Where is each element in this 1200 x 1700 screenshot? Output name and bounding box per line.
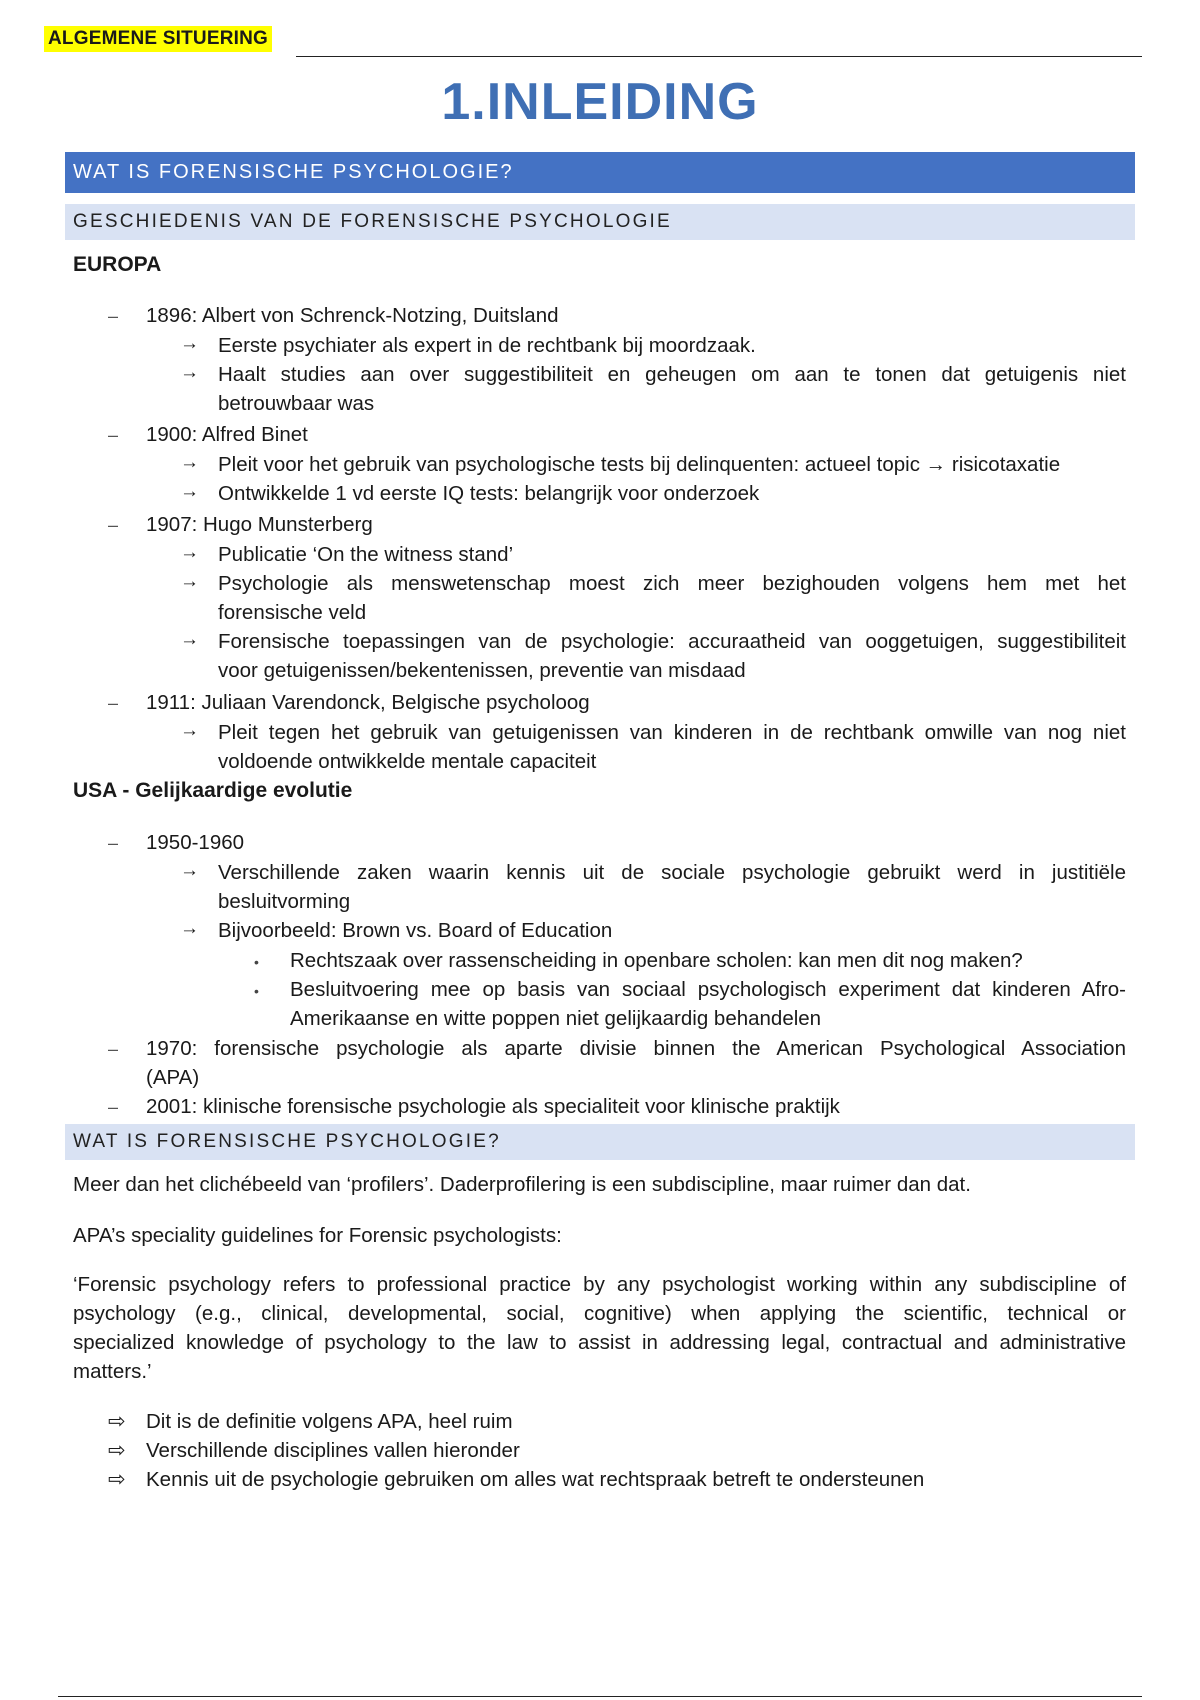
list-item: Pleit voor het gebruik van psychologische tests bij delinquenten: actueel topic → risicotaxatie xyxy=(218,453,1061,476)
bottom-rule xyxy=(58,1696,1142,1697)
top-rule xyxy=(296,56,1142,57)
arrow-icon: → xyxy=(180,481,199,502)
list-item: Besluitvoering mee op basis van sociaal psychologisch experiment dat kinderen Afro- xyxy=(290,978,1126,1001)
list-item-continued: voldoende ontwikkelde mentale capaciteit xyxy=(218,750,597,773)
list-item: Publicatie ‘On the witness stand’ xyxy=(218,543,514,566)
list-item: Psychologie als menswetenschap moest zich meer bezighouden volgens hem met het xyxy=(218,572,1126,595)
list-item: Verschillende zaken waarin kennis uit de sociale psychologie gebruikt werd in justitiële xyxy=(218,861,1126,884)
dash-icon: – xyxy=(108,306,119,326)
list-item-continued: (APA) xyxy=(146,1066,200,1089)
subheading-usa: USA - Gelijkaardige evolutie xyxy=(73,779,353,802)
conclusion-item: Dit is de definitie volgens APA, heel ruim xyxy=(146,1410,513,1433)
bullet-icon: • xyxy=(254,954,259,970)
arrow-icon: → xyxy=(180,918,199,939)
list-item: 1950-1960 xyxy=(146,831,245,854)
list-item: Pleit tegen het gebruik van getuigenissen van kinderen in de rechtbank omwille van nog niet xyxy=(218,721,1126,744)
quote-line: ‘Forensic psychology refers to professional practice by any psychologist working within any subdiscipline of xyxy=(73,1273,1126,1296)
arrow-icon: → xyxy=(180,362,199,383)
dash-icon: – xyxy=(108,515,119,535)
list-item: Ontwikkelde 1 vd eerste IQ tests: belangrijk voor onderzoek xyxy=(218,482,760,505)
list-item-continued: forensische veld xyxy=(218,601,367,624)
list-item-continued: betrouwbaar was xyxy=(218,392,375,415)
list-item: 1900: Alfred Binet xyxy=(146,423,308,446)
list-item: Bijvoorbeeld: Brown vs. Board of Education xyxy=(218,919,613,942)
arrow-icon: → xyxy=(180,629,199,650)
subheading-europa: EUROPA xyxy=(73,253,162,276)
heading-history: GESCHIEDENIS VAN DE FORENSISCHE PSYCHOLOGIE xyxy=(65,204,1135,240)
list-item: Forensische toepassingen van de psychologie: accuraatheid van ooggetuigen, suggestibiliteit xyxy=(218,630,1126,653)
list-item: 2001: klinische forensische psychologie als specialiteit voor klinische praktijk xyxy=(146,1095,840,1118)
list-item: Haalt studies aan over suggestibiliteit en geheugen om aan te tonen dat getuigenis niet xyxy=(218,363,1126,386)
heading-1: WAT IS FORENSISCHE PSYCHOLOGIE? xyxy=(65,152,1135,193)
dash-icon: – xyxy=(108,1097,119,1117)
list-item-continued: besluitvorming xyxy=(218,890,351,913)
arrow-icon: → xyxy=(180,333,199,354)
dash-icon: – xyxy=(108,833,119,853)
paragraph: APA’s speciality guidelines for Forensic psychologists: xyxy=(73,1224,562,1247)
page-title: 1.INLEIDING xyxy=(441,73,759,131)
conclusion-item: Kennis uit de psychologie gebruiken om alles wat rechtspraak betreft te ondersteunen xyxy=(146,1468,925,1491)
conclusion-item: Verschillende disciplines vallen hieronder xyxy=(146,1439,520,1462)
section-tag: ALGEMENE SITUERING xyxy=(44,26,272,52)
arrow-icon: → xyxy=(180,452,199,473)
list-item: Rechtszaak over rassenscheiding in openbare scholen: kan men dit nog maken? xyxy=(290,949,1023,972)
list-item: 1896: Albert von Schrenck-Notzing, Duitsland xyxy=(146,304,559,327)
double-arrow-icon: ⇨ xyxy=(108,1439,126,1462)
bullet-icon: • xyxy=(254,983,259,999)
dash-icon: – xyxy=(108,693,119,713)
arrow-icon: → xyxy=(180,542,199,563)
dash-icon: – xyxy=(108,425,119,445)
dash-icon: – xyxy=(108,1039,119,1059)
quote-line: matters.’ xyxy=(73,1360,152,1383)
double-arrow-icon: ⇨ xyxy=(108,1468,126,1491)
paragraph: Meer dan het clichébeeld van ‘profilers’. Daderprofilering is een subdiscipline, maar ruimer dan dat. xyxy=(73,1173,971,1196)
arrow-icon: → xyxy=(180,720,199,741)
arrow-icon: → xyxy=(180,571,199,592)
quote-line: psychology (e.g., clinical, developmental, social, cognitive) when applying the scientific, technical or xyxy=(73,1302,1126,1325)
list-item: Eerste psychiater als expert in de rechtbank bij moordzaak. xyxy=(218,334,756,357)
list-item-continued: voor getuigenissen/bekentenissen, preventie van misdaad xyxy=(218,659,746,682)
double-arrow-icon: ⇨ xyxy=(108,1410,126,1433)
heading-what-is: WAT IS FORENSISCHE PSYCHOLOGIE? xyxy=(65,1124,1135,1160)
list-item: 1970: forensische psychologie als aparte divisie binnen the American Psychological Association xyxy=(146,1037,1126,1060)
list-item-continued: Amerikaanse en witte poppen niet gelijkaardig behandelen xyxy=(290,1007,822,1030)
list-item: 1907: Hugo Munsterberg xyxy=(146,513,373,536)
arrow-icon: → xyxy=(180,860,199,881)
list-item: 1911: Juliaan Varendonck, Belgische psycholoog xyxy=(146,691,590,714)
quote-line: specialized knowledge of psychology to the law to assist in addressing legal, contractual and administrative xyxy=(73,1331,1126,1354)
